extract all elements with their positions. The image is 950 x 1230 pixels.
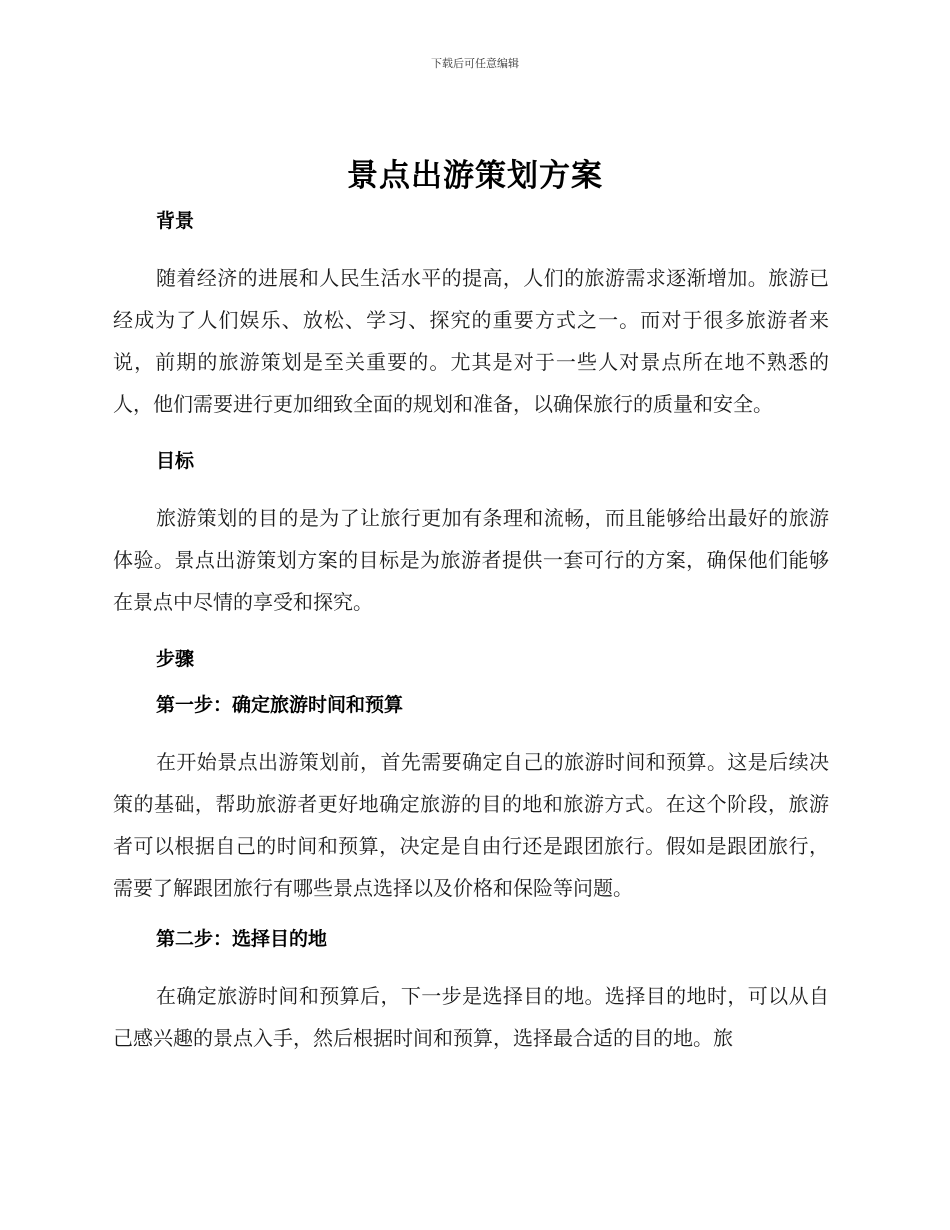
section-heading-background: 背景: [156, 210, 195, 232]
spacer: [113, 675, 829, 689]
paragraph-step2: 在确定旅游时间和预算后，下一步是选择目的地。选择目的地时，可以从自己感兴趣的景点入手，然后根据时间和预算，选择最合适的目的地。旅: [113, 984, 829, 1050]
spacer: [113, 623, 829, 643]
paragraph-step1: 在开始景点出游策划前，首先需要确定自己的旅游时间和预算。这是后续决策的基础，帮助旅游者更好地确定旅游的目的地和旅游方式。在这个阶段，旅游者可以根据自己的时间和预算，决定是自由行还是跟团旅行。假如是跟团旅行，需要了解跟团旅行有哪些景点选择以及价格和保险等问题。: [113, 750, 829, 900]
spacer: [113, 721, 829, 741]
document-body: [113, 205, 829, 1059]
section-heading-goal: 目标: [156, 450, 195, 472]
spacer: [113, 955, 829, 975]
document-title: 景点出游策划方案: [347, 158, 603, 194]
spacer: [113, 425, 829, 445]
paragraph-background: 随着经济的进展和人民生活水平的提高，人们的旅游需求逐渐增加。旅游已经成为了人们娱乐、放松、学习、探究的重要方式之一。而对于很多旅游者来说，前期的旅游策划是至关重要的。尤其是对于一些人对景点所在地不熟悉的人，他们需要进行更加细致全面的规划和准备，以确保旅行的质量和安全。: [113, 266, 829, 416]
spacer: [113, 909, 829, 923]
spacer: [113, 477, 829, 497]
section-heading-steps: 步骤: [156, 648, 195, 670]
spacer: [113, 237, 829, 257]
header-note: 下载后可任意编辑: [431, 57, 519, 70]
step1-heading: 第一步：确定旅游时间和预算: [156, 694, 404, 716]
step2-heading: 第二步：选择目的地: [156, 928, 328, 950]
paragraph-goal: 旅游策划的目的是为了让旅行更加有条理和流畅，而且能够给出最好的旅游体验。景点出游策划方案的目标是为旅游者提供一套可行的方案，确保他们能够在景点中尽情的享受和探究。: [113, 506, 829, 614]
